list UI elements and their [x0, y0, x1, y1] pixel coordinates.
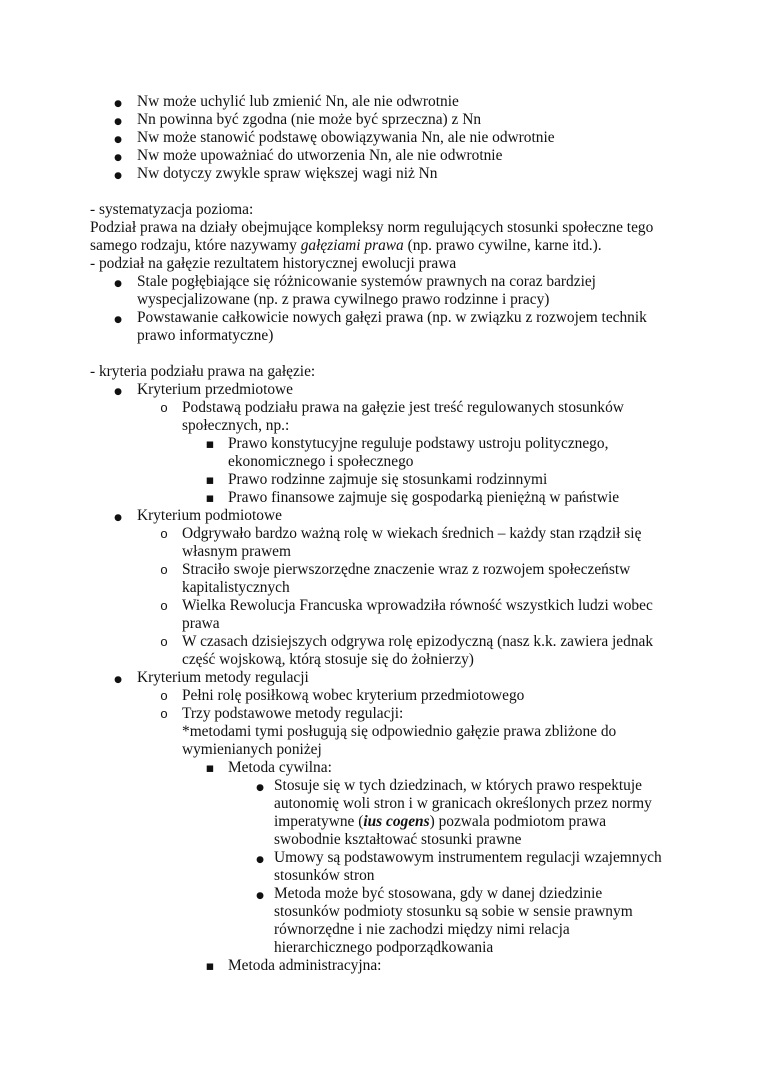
- text-run: samego rodzaju, które nazywamy: [90, 237, 301, 254]
- square-bullet-icon: [203, 759, 217, 778]
- list-item: Stosuje się w tych dziedzinach, w których prawo respektuje: [274, 777, 642, 794]
- list-item-cont: kapitalistycznych: [182, 579, 290, 596]
- bullet-icon: [111, 309, 125, 330]
- paragraph-line: - podział na gałęzie rezultatem historycznej ewolucji prawa: [90, 255, 457, 272]
- note-line: wymienianych poniżej: [182, 741, 322, 758]
- list-item: Prawo finansowe zajmuje się gospodarką pieniężną w państwie: [228, 489, 620, 506]
- list-item: Umowy są podstawowym instrumentem regulacji wzajemnych: [274, 849, 662, 866]
- list-item: Podstawą podziału prawa na gałęzie jest treść regulowanych stosunków: [182, 399, 624, 416]
- list-item-cont: społecznych, np.:: [182, 417, 290, 434]
- section-heading: - systematyzacja pozioma:: [90, 201, 254, 218]
- text-run: imperatywne (: [274, 813, 364, 830]
- bullet-icon: [253, 885, 267, 906]
- list-item: Kryterium podmiotowe: [137, 507, 282, 524]
- list-item: Nw może stanowić podstawę obowiązywania Nn, ale nie odwrotnie: [137, 129, 555, 146]
- list-item: Pełni rolę posiłkową wobec kryterium przedmiotowego: [182, 687, 525, 704]
- circle-bullet-icon: [157, 633, 171, 651]
- list-item-cont: równorzędne i nie zachodzi między nimi relacja: [274, 921, 570, 938]
- circle-bullet-icon: [157, 561, 171, 579]
- list-item-cont: [274, 813, 606, 831]
- list-item-cont: stosunków stron: [274, 867, 375, 884]
- list-item: Nw może upoważniać do utworzenia Nn, ale nie odwrotnie: [137, 147, 503, 164]
- list-item: Prawo konstytucyjne reguluje podstawy ustroju politycznego,: [228, 435, 609, 452]
- list-item: Metoda administracyjna:: [228, 957, 382, 974]
- section-heading: - kryteria podziału prawa na gałęzie:: [90, 363, 316, 380]
- circle-bullet-icon: [157, 705, 171, 723]
- list-item: Metoda może być stosowana, gdy w danej dziedzinie: [274, 885, 603, 902]
- list-item: Stale pogłębiające się różnicowanie systemów prawnych na coraz bardziej: [137, 273, 596, 290]
- list-item: Odgrywało bardzo ważną rolę w wiekach średnich – każdy stan rządził się: [182, 525, 642, 542]
- list-item: Straciło swoje pierwszorzędne znaczenie wraz z rozwojem społeczeństw: [182, 561, 631, 578]
- list-item-cont: część wojskową, którą stosuje się do żołnierzy): [182, 651, 474, 668]
- square-bullet-icon: [203, 957, 217, 976]
- circle-bullet-icon: [157, 687, 171, 705]
- text-run: ) pozwala podmiotom prawa: [429, 813, 607, 830]
- list-item-cont: wyspecjalizowane (np. z prawa cywilnego prawo rodzinne i pracy): [137, 291, 550, 308]
- list-item: Metoda cywilna:: [228, 759, 332, 776]
- list-item-cont: stosunków podmioty stosunku są sobie w sensie prawnym: [274, 903, 633, 920]
- bullet-icon: [253, 777, 267, 798]
- latin-term: ius cogens: [363, 813, 430, 830]
- bullet-icon: [111, 507, 125, 528]
- list-item: Trzy podstawowe metody regulacji:: [182, 705, 404, 722]
- list-item-cont: hierarchicznego podporządkowania: [274, 939, 494, 956]
- list-item: W czasach dzisiejszych odgrywa rolę epizodyczną (nasz k.k. zawiera jednak: [182, 633, 654, 650]
- square-bullet-icon: [203, 471, 217, 490]
- list-item: Nn powinna być zgodna (nie może być sprzeczna) z Nn: [137, 111, 482, 128]
- list-item-cont: ekonomicznego i społecznego: [228, 453, 414, 470]
- emphasized-term: gałęziami prawa: [300, 237, 404, 254]
- list-item: Powstawanie całkowicie nowych gałęzi prawa (np. w związku z rozwojem technik: [137, 309, 647, 326]
- list-item-cont: swobodnie kształtować stosunki prawne: [274, 831, 522, 848]
- list-item-cont: autonomię woli stron i w granicach określonych przez normy: [274, 795, 652, 812]
- list-item-cont: prawa: [182, 615, 220, 632]
- circle-bullet-icon: [157, 597, 171, 615]
- list-item: Kryterium przedmiotowe: [137, 381, 293, 398]
- text-run: (np. prawo cywilne, karne itd.).: [403, 237, 602, 254]
- list-item: Kryterium metody regulacji: [137, 669, 309, 686]
- note-line: *metodami tymi posługują się odpowiednio gałęzie prawa zbliżone do: [182, 723, 617, 740]
- list-item: Nw dotyczy zwykle spraw większej wagi niż Nn: [137, 165, 438, 182]
- list-item: Prawo rodzinne zajmuje się stosunkami rodzinnymi: [228, 471, 548, 488]
- bullet-icon: [111, 381, 125, 402]
- list-item-cont: własnym prawem: [182, 543, 291, 560]
- paragraph-line: Podział prawa na działy obejmujące kompleksy norm regulujących stosunki społeczne tego: [90, 219, 654, 236]
- circle-bullet-icon: [157, 399, 171, 417]
- bullet-icon: [111, 165, 125, 186]
- square-bullet-icon: [203, 489, 217, 508]
- square-bullet-icon: [203, 435, 217, 454]
- bullet-icon: [111, 273, 125, 294]
- paragraph-line: [90, 237, 602, 255]
- list-item: Nw może uchylić lub zmienić Nn, ale nie odwrotnie: [137, 93, 459, 110]
- bullet-icon: [111, 669, 125, 690]
- list-item: Wielka Rewolucja Francuska wprowadziła równość wszystkich ludzi wobec: [182, 597, 653, 614]
- circle-bullet-icon: [157, 525, 171, 543]
- bullet-icon: [253, 849, 267, 870]
- list-item-cont: prawo informatyczne): [137, 327, 274, 344]
